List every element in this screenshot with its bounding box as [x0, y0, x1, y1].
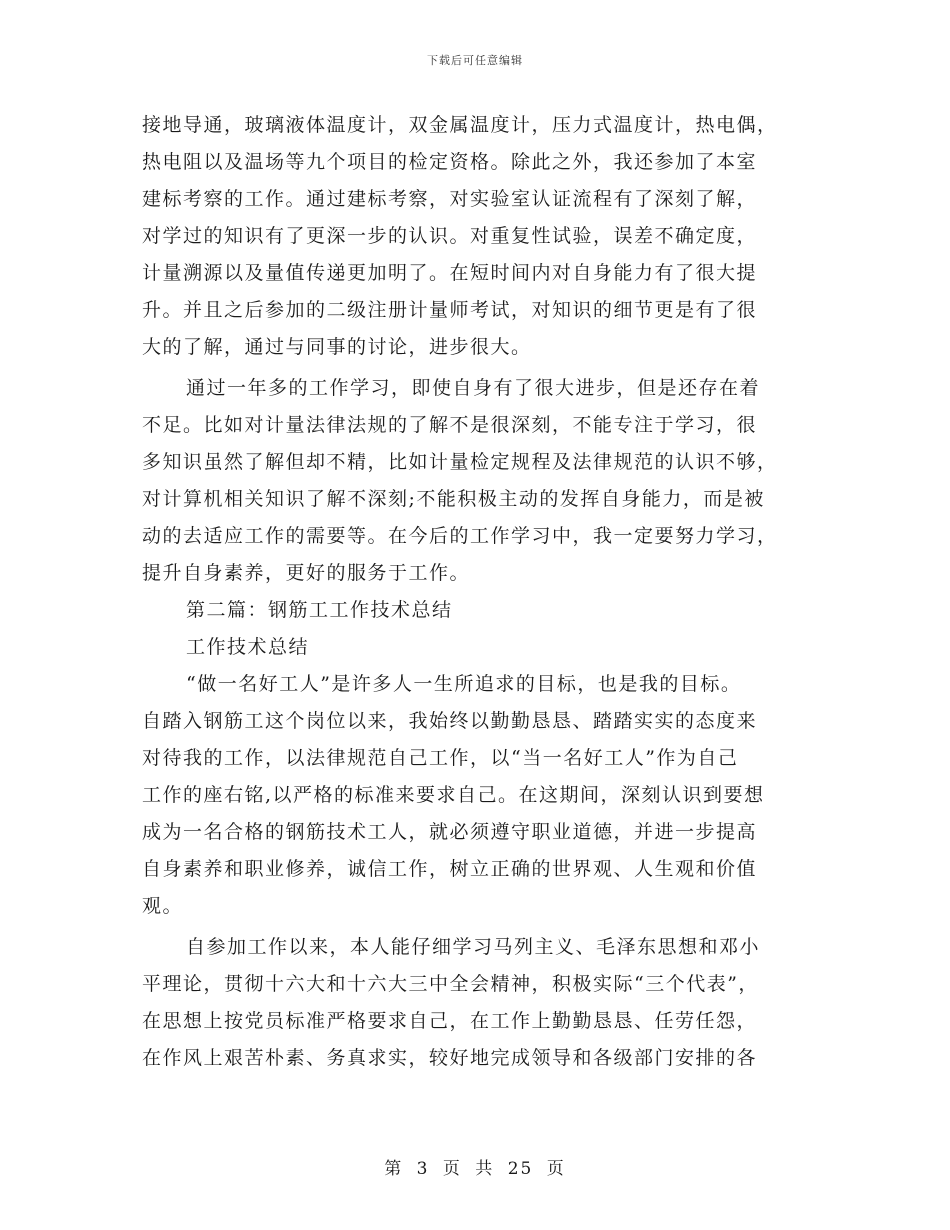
text-line: 自身素养和职业修养，诚信工作，树立正确的世界观、人生观和价值 — [142, 858, 758, 880]
text-line: 大的了解，通过与同事的讨论，进步很大。 — [142, 336, 532, 358]
text-line: 第二篇：钢筋工工作技术总结 — [186, 599, 453, 621]
footer-middle: 页 — [442, 1159, 462, 1179]
text-line: 建标考察的工作。通过建标考察，对实验室认证流程有了深刻了解， — [142, 188, 758, 210]
text-line: 计量溯源以及量值传递更加明了。在短时间内对自身能力有了很大提 — [142, 262, 758, 284]
footer-suffix: 页 — [546, 1159, 566, 1179]
text-line: 成为一名合格的钢筋技术工人，就必须遵守职业道德，并进一步提高 — [142, 821, 758, 843]
footer-prefix: 第 — [384, 1159, 404, 1179]
text-line: 热电阻以及温场等九个项目的检定资格。除此之外，我还参加了本室 — [142, 151, 758, 173]
text-line: 在思想上按党员标准严格要求自己，在工作上勤勤恳恳、任劳任怨， — [142, 1010, 758, 1032]
text-line: 升。并且之后参加的二级注册计量师考试，对知识的细节更是有了很 — [142, 299, 758, 321]
text-line: 通过一年多的工作学习，即使自身有了很大进步，但是还存在着 — [186, 377, 761, 399]
text-line: 自踏入钢筋工这个岗位以来，我始终以勤勤恳恳、踏踏实实的态度来 — [142, 710, 758, 732]
page-footer — [0, 1154, 950, 1179]
text-line: 接地导通，玻璃液体温度计，双金属温度计，压力式温度计，热电偶， — [142, 114, 778, 136]
text-line: 对计算机相关知识了解不深刻;不能积极主动的发挥自身能力，而是被 — [142, 488, 765, 510]
text-line: 提升自身素养，更好的服务于工作。 — [142, 562, 471, 584]
document-body — [142, 107, 807, 1077]
text-line: 对待我的工作，以法律规范自己工作，以“当一名好工人”作为自己 — [142, 747, 739, 769]
header-note: 下载后可任意编辑 — [427, 54, 523, 67]
footer-total-pages: 25 — [507, 1159, 534, 1179]
text-line: 对学过的知识有了更深一步的认识。对重复性试验，误差不确定度， — [142, 225, 758, 247]
text-line: 平理论，贯彻十六大和十六大三中全会精神，积极实际“三个代表”， — [142, 973, 759, 995]
footer-current-page: 3 — [416, 1159, 430, 1179]
text-line: 在作风上艰苦朴素、务真求实，较好地完成领导和各级部门安排的各 — [142, 1047, 758, 1069]
text-line: 多知识虽然了解但却不精，比如计量检定规程及法律规范的认识不够， — [142, 451, 778, 473]
text-line: “做一名好工人”是许多人一生所追求的目标，也是我的目标。 — [186, 673, 742, 695]
text-line: 自参加工作以来，本人能仔细学习马列主义、毛泽东思想和邓小 — [186, 936, 761, 958]
footer-total-label: 共 — [475, 1159, 495, 1179]
text-line: 不足。比如对计量法律法规的了解不是很深刻，不能专注于学习，很 — [142, 414, 758, 436]
text-line: 工作技术总结 — [186, 636, 310, 658]
text-line: 观。 — [142, 895, 184, 917]
text-line: 动的去适应工作的需要等。在今后的工作学习中，我一定要努力学习， — [142, 525, 778, 547]
text-line: 工作的座右铭,以严格的标准来要求自己。在这期间，深刻认识到要想 — [142, 784, 765, 806]
